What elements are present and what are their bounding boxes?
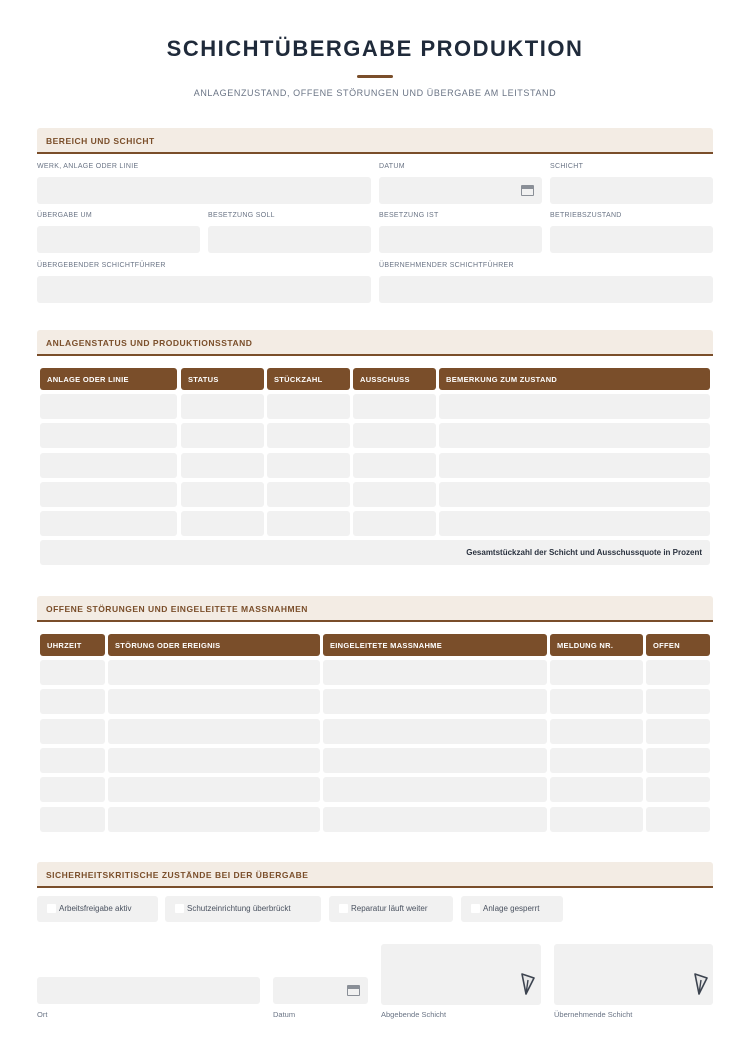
section-title: ANLAGENSTATUS UND PRODUKTIONSSTAND — [46, 338, 253, 348]
werk-field[interactable] — [37, 177, 371, 204]
section-header-anlagenstatus — [37, 330, 713, 356]
checkbox-label: Arbeitsfreigabe aktiv — [59, 904, 132, 913]
column-header-uhrzeit: UHRZEIT — [40, 634, 105, 656]
table-cell-massnahme[interactable] — [323, 748, 547, 773]
column-header-massnahme: EINGELEITETE MASSNAHME — [323, 634, 547, 656]
table-cell-ausschuss[interactable] — [353, 482, 436, 507]
page-subtitle: ANLAGENZUSTAND, OFFENE STÖRUNGEN UND ÜBERGABE AM LEITSTAND — [193, 88, 557, 98]
table-cell-anlage[interactable] — [40, 482, 177, 507]
footer-datum-field[interactable] — [273, 977, 368, 1004]
checkbox-label: Anlage gesperrt — [483, 904, 540, 913]
table-cell-status[interactable] — [181, 482, 264, 507]
uebernehmende-label: Übernehmende Schicht — [554, 1010, 633, 1019]
betriebszustand-field[interactable] — [550, 226, 713, 253]
uebergabe-um-field[interactable] — [37, 226, 200, 253]
table-cell-offen[interactable] — [646, 689, 710, 714]
pen-icon — [694, 973, 708, 995]
table-cell-stoerung[interactable] — [108, 719, 320, 744]
column-header-bemerkung: BEMERKUNG ZUM ZUSTAND — [439, 368, 710, 390]
table-cell-status[interactable] — [181, 453, 264, 478]
column-header-status: STATUS — [181, 368, 264, 390]
table-cell-uhrzeit[interactable] — [40, 807, 105, 832]
checkbox-box[interactable] — [47, 904, 56, 913]
table-cell-offen[interactable] — [646, 719, 710, 744]
table-cell-bemerkung[interactable] — [439, 511, 710, 536]
checkbox-reparatur[interactable] — [329, 896, 453, 922]
table-cell-offen[interactable] — [646, 807, 710, 832]
table-cell-offen[interactable] — [646, 748, 710, 773]
checkbox-label: Reparatur läuft weiter — [351, 904, 428, 913]
checkbox-label: Schutzeinrichtung überbrückt — [187, 904, 291, 913]
total-row[interactable] — [40, 540, 710, 565]
table-cell-anlage[interactable] — [40, 423, 177, 448]
signature-uebernehmende[interactable] — [554, 944, 713, 1005]
table-cell-uhrzeit[interactable] — [40, 748, 105, 773]
ort-field[interactable] — [37, 977, 260, 1004]
table-cell-massnahme[interactable] — [323, 777, 547, 802]
column-header-meldung: MELDUNG NR. — [550, 634, 643, 656]
section-title: SICHERHEITSKRITISCHE ZUSTÄNDE BEI DER ÜBERGABE — [46, 870, 309, 880]
section-header-bereich — [37, 128, 713, 154]
table-cell-stueckzahl[interactable] — [267, 394, 350, 419]
checkbox-schutzeinrichtung[interactable] — [165, 896, 321, 922]
table-cell-status[interactable] — [181, 511, 264, 536]
table-cell-stoerung[interactable] — [108, 777, 320, 802]
table-cell-stueckzahl[interactable] — [267, 453, 350, 478]
checkbox-anlage-gesperrt[interactable] — [461, 896, 563, 922]
table-cell-massnahme[interactable] — [323, 689, 547, 714]
table-cell-uhrzeit[interactable] — [40, 660, 105, 685]
column-header-anlage: ANLAGE ODER LINIE — [40, 368, 177, 390]
checkbox-box[interactable] — [339, 904, 348, 913]
datum-field[interactable] — [379, 177, 542, 204]
uebernehmender-field[interactable] — [379, 276, 713, 303]
besetzung-soll-field[interactable] — [208, 226, 371, 253]
table-cell-bemerkung[interactable] — [439, 423, 710, 448]
uebergebender-field[interactable] — [37, 276, 371, 303]
table-cell-bemerkung[interactable] — [439, 394, 710, 419]
table-cell-status[interactable] — [181, 394, 264, 419]
table-cell-stoerung[interactable] — [108, 807, 320, 832]
table-cell-meldung[interactable] — [550, 660, 643, 685]
checkbox-box[interactable] — [471, 904, 480, 913]
section-title: OFFENE STÖRUNGEN UND EINGELEITETE MASSNAHMEN — [46, 604, 308, 614]
table-cell-massnahme[interactable] — [323, 660, 547, 685]
table-cell-stoerung[interactable] — [108, 689, 320, 714]
column-header-ausschuss: AUSSCHUSS — [353, 368, 436, 390]
abgebende-label: Abgebende Schicht — [381, 1010, 447, 1019]
table-cell-stoerung[interactable] — [108, 748, 320, 773]
table-cell-uhrzeit[interactable] — [40, 777, 105, 802]
table-cell-meldung[interactable] — [550, 748, 643, 773]
signature-abgebende[interactable] — [381, 944, 541, 1005]
page-title: SCHICHTÜBERGABE PRODUKTION — [166, 36, 584, 61]
table-cell-anlage[interactable] — [40, 453, 177, 478]
uebergabe-um-label: ÜBERGABE UM — [37, 212, 93, 219]
table-cell-bemerkung[interactable] — [439, 453, 710, 478]
table-cell-anlage[interactable] — [40, 511, 177, 536]
table-cell-meldung[interactable] — [550, 719, 643, 744]
table-cell-stueckzahl[interactable] — [267, 482, 350, 507]
table-cell-offen[interactable] — [646, 660, 710, 685]
table-cell-ausschuss[interactable] — [353, 511, 436, 536]
uebergebender-label: ÜBERGEBENDER SCHICHTFÜHRER — [37, 262, 166, 269]
table-cell-ausschuss[interactable] — [353, 394, 436, 419]
table-cell-ausschuss[interactable] — [353, 423, 436, 448]
ort-label: Ort — [37, 1010, 48, 1019]
section-header-stoerungen — [37, 596, 713, 622]
total-label: Gesamtstückzahl der Schicht und Ausschussquote in Prozent — [466, 548, 702, 557]
schicht-label: SCHICHT — [550, 163, 584, 170]
checkbox-arbeitsfreigabe[interactable] — [37, 896, 158, 922]
calendar-icon[interactable] — [347, 985, 360, 996]
schicht-field[interactable] — [550, 177, 713, 204]
table-cell-massnahme[interactable] — [323, 719, 547, 744]
table-cell-anlage[interactable] — [40, 394, 177, 419]
besetzung-ist-field[interactable] — [379, 226, 542, 253]
column-header-stoerung: STÖRUNG ODER EREIGNIS — [108, 634, 320, 656]
title-divider — [357, 75, 393, 78]
werk-label: WERK, ANLAGE ODER LINIE — [37, 163, 139, 170]
besetzung-ist-label: BESETZUNG IST — [379, 212, 439, 219]
table-cell-offen[interactable] — [646, 777, 710, 802]
datum-label: DATUM — [379, 163, 405, 170]
footer-datum-label: Datum — [273, 1010, 296, 1019]
table-cell-stueckzahl[interactable] — [267, 423, 350, 448]
table-cell-massnahme[interactable] — [323, 807, 547, 832]
table-cell-meldung[interactable] — [550, 777, 643, 802]
table-cell-bemerkung[interactable] — [439, 482, 710, 507]
pen-icon — [521, 973, 535, 995]
table-cell-meldung[interactable] — [550, 689, 643, 714]
table-cell-stueckzahl[interactable] — [267, 511, 350, 536]
table-cell-status[interactable] — [181, 423, 264, 448]
besetzung-soll-label: BESETZUNG SOLL — [208, 212, 275, 219]
column-header-stueckzahl: STÜCKZAHL — [267, 368, 350, 390]
table-cell-ausschuss[interactable] — [353, 453, 436, 478]
column-header-offen: OFFEN — [646, 634, 710, 656]
section-header-sicherheit — [37, 862, 713, 888]
table-cell-stoerung[interactable] — [108, 660, 320, 685]
calendar-icon[interactable] — [521, 185, 534, 196]
uebernehmender-label: ÜBERNEHMENDER SCHICHTFÜHRER — [379, 262, 514, 269]
betriebszustand-label: BETRIEBSZUSTAND — [550, 212, 622, 219]
section-title: BEREICH UND SCHICHT — [46, 136, 155, 146]
table-cell-uhrzeit[interactable] — [40, 689, 105, 714]
checkbox-box[interactable] — [175, 904, 184, 913]
table-cell-meldung[interactable] — [550, 807, 643, 832]
table-cell-uhrzeit[interactable] — [40, 719, 105, 744]
